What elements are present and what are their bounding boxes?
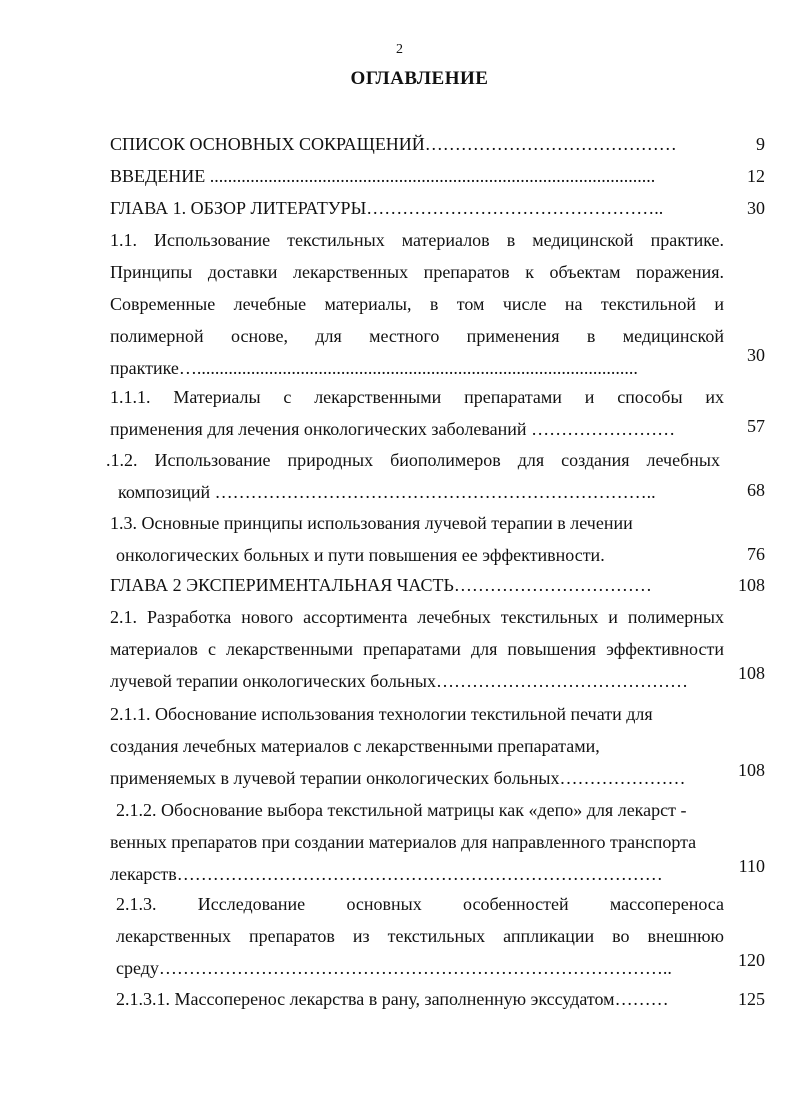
toc-page-number: 110 (738, 856, 765, 876)
toc-entry-line: СПИСОК ОСНОВНЫХ СОКРАЩЕНИЙ…………………………………… (110, 134, 677, 154)
toc-entry-line: 2.1. Разработка нового ассортимента лечебных текстильных и полимерных (110, 607, 724, 627)
toc-page-number: 68 (747, 480, 765, 500)
toc-entry-line: венных препаратов при создании материалов для направленного транспорта (110, 832, 697, 852)
toc-page-number: 108 (738, 760, 765, 780)
toc-entry (110, 601, 724, 697)
toc-entry-line: среду………………………………………………………………………….. (116, 958, 672, 978)
toc-entry (116, 983, 730, 1015)
toc-entry-line: ВВЕДЕНИЕ ................................................................................................... (110, 166, 656, 186)
toc-entry-line: Современные лечебные материалы, в том числе на текстильной и (110, 294, 724, 314)
toc-entry-line: 1.1. Использование текстильных материалов в медицинской практике. (110, 230, 724, 250)
toc-entry-line: создания лечебных материалов с лекарственными препаратами, (110, 736, 600, 756)
toc-page-number: 9 (756, 134, 765, 154)
toc-entry (116, 888, 724, 984)
toc-entry-line: применения для лечения онкологических заболеваний …………………… (110, 419, 676, 439)
toc-entry (110, 569, 724, 601)
toc-entry (110, 507, 724, 571)
page-number: 2 (396, 42, 403, 57)
toc-entry (110, 128, 724, 160)
toc-entry-line: практике….................................................................................................. (110, 358, 638, 378)
toc-entry-line: 2.1.3. Исследование основных особенностей массопереноса (116, 894, 724, 914)
toc-entry (110, 192, 724, 224)
toc-page-number: 57 (747, 416, 765, 436)
toc-entry-line: композиций ……………………………………………………………….. (118, 482, 656, 502)
toc-page-number: 120 (738, 950, 765, 970)
toc-entry-line: применяемых в лучевой терапии онкологических больных………………… (110, 768, 686, 788)
toc-entry-line: 1.1.1. Материалы с лекарственными препаратами и способы их (110, 387, 724, 407)
toc-page-number: 12 (747, 166, 765, 186)
toc-entry (110, 794, 724, 890)
toc-entry (110, 381, 724, 445)
toc-entry-line: Принципы доставки лекарственных препаратов к объектам поражения. (110, 262, 724, 282)
toc-page-number: 125 (738, 989, 765, 1009)
toc-page-number: 30 (747, 345, 765, 365)
toc-page-number: 108 (738, 575, 765, 595)
toc-entry (106, 444, 720, 508)
toc-entry (110, 224, 724, 384)
toc-entry-line: лучевой терапии онкологических больных…………………………………… (110, 671, 688, 691)
toc-entry-line: .1.2. Использование природных биополимеров для создания лечебных (106, 450, 720, 470)
toc-page-number: 108 (738, 663, 765, 683)
toc-entry-line: лекарственных препаратов из текстильных аппликации во внешнюю (116, 926, 724, 946)
toc-entry-line: лекарств……………………………………………………………………… (110, 864, 663, 884)
toc-entry-line: 2.1.1. Обоснование использования технологии текстильной печати для (110, 704, 653, 724)
toc-entry-line: полимерной основе, для местного применения в медицинской (110, 326, 724, 346)
toc-page-number: 30 (747, 198, 765, 218)
toc-entry-line: материалов с лекарственными препаратами для повышения эффективности (110, 639, 724, 659)
page-title: ОГЛАВЛЕНИЕ (350, 68, 489, 89)
toc-entry-line: онкологических больных и пути повышения ее эффективности. (116, 545, 605, 565)
toc-entry-line: 2.1.2. Обоснование выбора текстильной матрицы как «депо» для лекарст - (116, 800, 687, 820)
toc-entry-line: ГЛАВА 1. ОБЗОР ЛИТЕРАТУРЫ………………………………………….. (110, 198, 664, 218)
toc-entry-line: 1.3. Основные принципы использования лучевой терапии в лечении (110, 513, 633, 533)
toc-page-number: 76 (747, 544, 765, 564)
toc-entry (110, 160, 724, 192)
toc-entry-line: 2.1.3.1. Массоперенос лекарства в рану, заполненную экссудатом……… (116, 989, 669, 1009)
toc-entry-line: ГЛАВА 2 ЭКСПЕРИМЕНТАЛЬНАЯ ЧАСТЬ…………………………… (110, 575, 652, 595)
toc-entry (110, 698, 724, 794)
